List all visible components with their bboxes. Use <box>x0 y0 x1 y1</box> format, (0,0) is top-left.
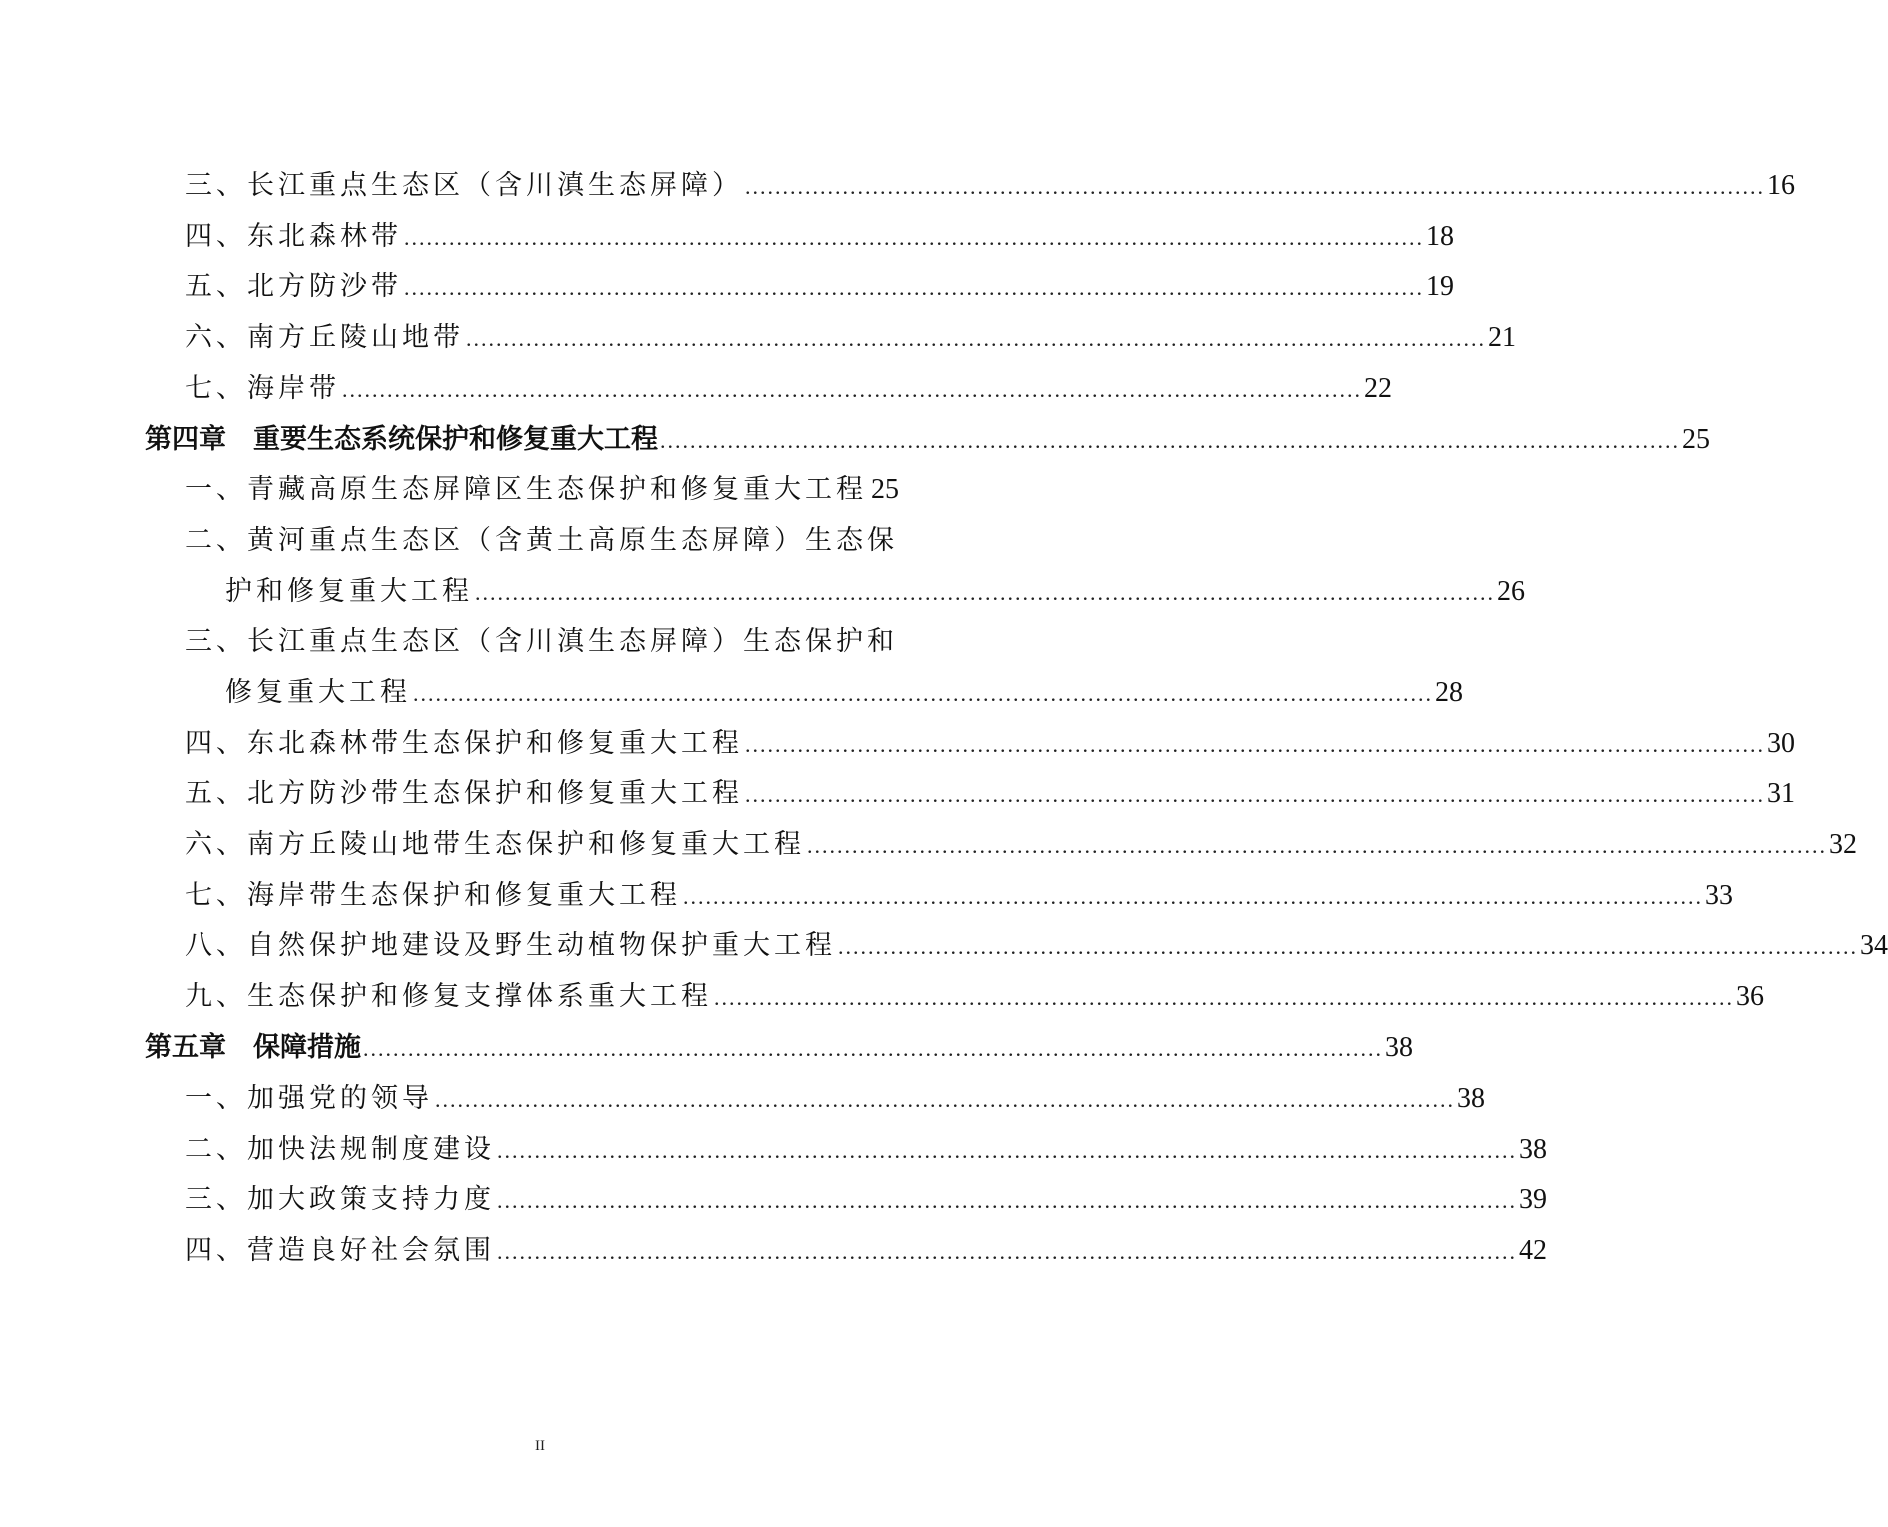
toc-entry-continuation <box>225 572 1525 612</box>
toc-entry-label: 六、南方丘陵山地带生态保护和修复重大工程 <box>185 829 805 860</box>
toc-entry-label-line: 三、长江重点生态区（含川滇生态屏障）生态保护和 <box>185 626 898 657</box>
toc-page-number: 25 <box>871 474 899 505</box>
toc-leader-dots: ........................................................................................................................................ <box>745 174 1765 199</box>
toc-entry-continuation <box>225 673 1463 713</box>
toc-chapter-entry <box>145 420 1710 460</box>
toc-page-number: 25 <box>1682 424 1710 455</box>
toc-leader-dots: ........................................................................................................................................ <box>435 1087 1455 1112</box>
toc-leader-dots: ........................................................................................................................................ <box>466 326 1486 351</box>
toc-entry-label: 二、加快法规制度建设 <box>185 1134 495 1165</box>
toc-page-number: 26 <box>1497 576 1525 607</box>
toc-page-number: 21 <box>1488 322 1516 353</box>
toc-page-number: 34 <box>1860 930 1888 961</box>
toc-entry-label: 三、长江重点生态区（含川滇生态屏障） <box>185 170 743 201</box>
toc-leader-dots: ........................................................................................................................................ <box>745 782 1765 807</box>
toc-page-number: 32 <box>1829 829 1857 860</box>
toc-entry <box>185 1180 1547 1220</box>
toc-leader-dots: ........................................................................................................................................ <box>497 1138 1517 1163</box>
toc-entry <box>185 369 1392 409</box>
toc-leader-dots: ........................................................................................................................................ <box>475 580 1495 605</box>
toc-leader-dots: ........................................................................................................................................ <box>497 1239 1517 1264</box>
toc-leader-dots: ........................................................................................................................................ <box>363 1036 1383 1061</box>
toc-page-number: 36 <box>1736 981 1764 1012</box>
toc-leader-dots: ........................................................................................................................................ <box>745 732 1765 757</box>
toc-entry <box>185 166 1795 206</box>
toc-page-number: 42 <box>1519 1235 1547 1266</box>
toc-chapter-label: 第五章 保障措施 <box>145 1032 361 1063</box>
toc-leader-dots: ........................................................................................................................................ <box>404 225 1424 250</box>
toc-entry-label: 七、海岸带生态保护和修复重大工程 <box>185 880 681 911</box>
toc-page-number: 33 <box>1705 880 1733 911</box>
toc-entry <box>185 977 1764 1017</box>
toc-page-number: 38 <box>1385 1032 1413 1063</box>
toc-entry <box>185 825 1857 865</box>
toc-leader-dots: ........................................................................................................................................ <box>660 428 1680 453</box>
toc-leader-dots: ........................................................................................................................................ <box>497 1188 1517 1213</box>
toc-entry <box>185 267 1454 307</box>
toc-page-number: 38 <box>1519 1134 1547 1165</box>
toc-page-number: 19 <box>1426 271 1454 302</box>
page-folio: II <box>535 1438 545 1454</box>
toc-leader-dots: ........................................................................................................................................ <box>714 985 1734 1010</box>
toc-entry-label: 六、南方丘陵山地带 <box>185 322 464 353</box>
toc-page-number: 31 <box>1767 778 1795 809</box>
toc-leader-dots: ........................................................................................................................................ <box>683 884 1703 909</box>
toc-entry <box>185 1130 1547 1170</box>
toc-entry <box>185 1079 1485 1119</box>
toc-page-number: 18 <box>1426 221 1454 252</box>
toc-entry-label: 一、加强党的领导 <box>185 1083 433 1114</box>
toc-page-number: 30 <box>1767 728 1795 759</box>
toc-page-number: 22 <box>1364 373 1392 404</box>
toc-entry-label: 四、东北森林带 <box>185 221 402 252</box>
toc-page-number: 38 <box>1457 1083 1485 1114</box>
toc-leader-dots: ........................................................................................................................................ <box>838 934 1858 959</box>
toc-entry-label: 八、自然保护地建设及野生动植物保护重大工程 <box>185 930 836 961</box>
toc-entry <box>185 724 1795 764</box>
toc-entry <box>185 774 1795 814</box>
toc-page-number: 39 <box>1519 1184 1547 1215</box>
toc-entry <box>185 470 898 510</box>
toc-entry-label: 护和修复重大工程 <box>225 576 473 607</box>
toc-chapter-entry <box>145 1028 1413 1068</box>
toc-entry-label: 修复重大工程 <box>225 677 411 708</box>
toc-leader-dots: ........................................................................................................................................ <box>807 833 1827 858</box>
toc-entry-label: 九、生态保护和修复支撑体系重大工程 <box>185 981 712 1012</box>
toc-page-number: 16 <box>1767 170 1795 201</box>
toc-entry-label-line: 二、黄河重点生态区（含黄土高原生态屏障）生态保 <box>185 525 898 556</box>
toc-entry <box>185 318 1516 358</box>
toc-leader-dots: ........................................................................................................................................ <box>404 275 1424 300</box>
toc-entry-label: 五、北方防沙带 <box>185 271 402 302</box>
toc-entry <box>185 1231 1547 1271</box>
toc-entry-label: 四、东北森林带生态保护和修复重大工程 <box>185 728 743 759</box>
toc-entry-label: 四、营造良好社会氛围 <box>185 1235 495 1266</box>
toc-entry-label: 三、加大政策支持力度 <box>185 1184 495 1215</box>
toc-entry-label: 一、青藏高原生态屏障区生态保护和修复重大工程 <box>185 474 867 505</box>
toc-entry <box>185 926 1888 966</box>
toc-entry <box>185 217 1454 257</box>
toc-leader-dots: ........................................................................................................................................ <box>342 377 1362 402</box>
toc-entry <box>185 876 1733 916</box>
toc-chapter-label: 第四章 重要生态系统保护和修复重大工程 <box>145 424 658 455</box>
toc-entry-label: 七、海岸带 <box>185 373 340 404</box>
toc-entry-label: 五、北方防沙带生态保护和修复重大工程 <box>185 778 743 809</box>
toc-leader-dots: ........................................................................................................................................ <box>413 681 1433 706</box>
toc-page-number: 28 <box>1435 677 1463 708</box>
